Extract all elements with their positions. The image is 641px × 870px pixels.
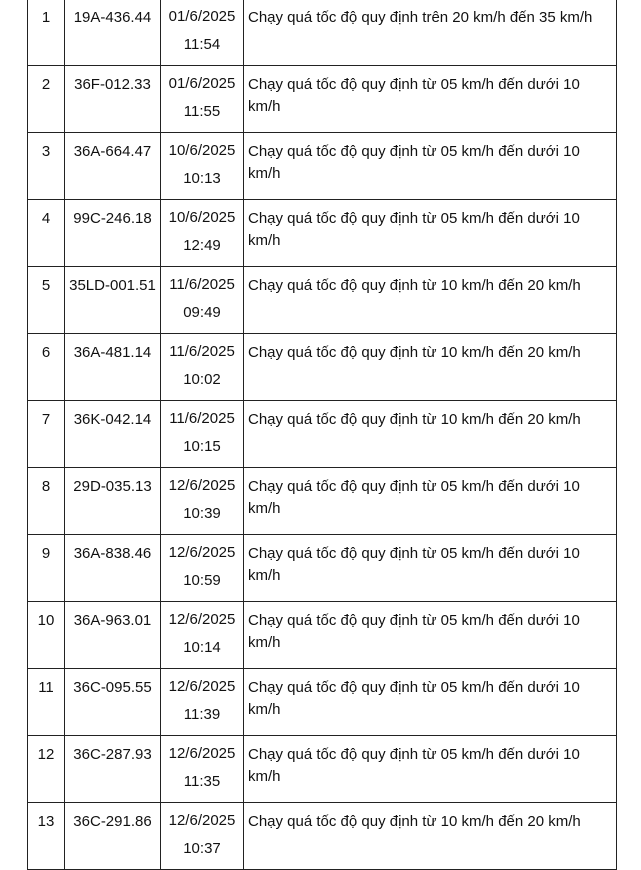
violation-time: 10:14 [183, 639, 221, 656]
row-number-cell [28, 0, 65, 66]
violation-time: 11:54 [183, 36, 221, 53]
license-plate-cell [65, 669, 161, 736]
violation-date: 01/6/2025 [168, 75, 236, 92]
violation-date: 01/6/2025 [168, 8, 236, 25]
row-number: 12 [37, 746, 55, 763]
row-number: 8 [41, 478, 51, 495]
license-plate: 36K-042.14 [73, 411, 152, 428]
row-number: 6 [41, 344, 51, 361]
violation-description: Chạy quá tốc độ quy định từ 10 km/h đến 20 km/h [248, 344, 581, 361]
datetime-cell [161, 669, 244, 736]
row-number-cell [28, 334, 65, 401]
table-row [28, 401, 617, 468]
violation-description: Chạy quá tốc độ quy định từ 05 km/h đến dưới 10 km/h [248, 612, 580, 651]
datetime-cell [161, 66, 244, 133]
violation-cell [244, 133, 617, 200]
violation-date: 11/6/2025 [169, 276, 235, 293]
violation-date: 12/6/2025 [168, 678, 236, 695]
table-row [28, 468, 617, 535]
violation-date: 11/6/2025 [169, 410, 235, 427]
row-number: 4 [41, 210, 51, 227]
violation-date: 10/6/2025 [168, 209, 236, 226]
license-plate-cell [65, 468, 161, 535]
datetime-cell [161, 133, 244, 200]
row-number: 5 [41, 277, 51, 294]
datetime-cell [161, 602, 244, 669]
license-plate-cell [65, 736, 161, 803]
license-plate-cell [65, 334, 161, 401]
license-plate: 35LD-001.51 [69, 277, 156, 294]
row-number-cell [28, 200, 65, 267]
datetime-cell [161, 267, 244, 334]
violation-date: 10/6/2025 [168, 142, 236, 159]
row-number: 13 [37, 813, 55, 830]
datetime-cell [161, 535, 244, 602]
row-number-cell [28, 468, 65, 535]
license-plate-cell [65, 401, 161, 468]
license-plate: 36A-664.47 [73, 143, 152, 160]
row-number: 9 [41, 545, 51, 562]
violation-description: Chạy quá tốc độ quy định từ 05 km/h đến dưới 10 km/h [248, 679, 580, 718]
license-plate: 36A-963.01 [73, 612, 152, 629]
violation-description: Chạy quá tốc độ quy định từ 05 km/h đến dưới 10 km/h [248, 478, 580, 517]
violation-cell [244, 803, 617, 870]
violation-time: 09:49 [183, 304, 221, 321]
row-number-cell [28, 736, 65, 803]
violation-date: 12/6/2025 [168, 745, 236, 762]
violation-description: Chạy quá tốc độ quy định từ 05 km/h đến dưới 10 km/h [248, 746, 580, 785]
table-row [28, 200, 617, 267]
table-row [28, 803, 617, 870]
table-row [28, 535, 617, 602]
row-number: 11 [38, 679, 54, 696]
license-plate-cell [65, 0, 161, 66]
violation-cell [244, 200, 617, 267]
license-plate: 36C-095.55 [73, 679, 152, 696]
row-number-cell [28, 133, 65, 200]
violation-time: 11:35 [183, 773, 221, 790]
datetime-cell [161, 200, 244, 267]
violation-description: Chạy quá tốc độ quy định từ 10 km/h đến 20 km/h [248, 277, 581, 294]
license-plate-cell [65, 803, 161, 870]
violation-time: 12:49 [183, 237, 221, 254]
violation-cell [244, 334, 617, 401]
violation-description: Chạy quá tốc độ quy định từ 10 km/h đến 20 km/h [248, 411, 581, 428]
license-plate-cell [65, 66, 161, 133]
datetime-cell [161, 401, 244, 468]
violation-time: 11:55 [183, 103, 221, 120]
table-row [28, 0, 617, 66]
violation-date: 12/6/2025 [168, 544, 236, 561]
violation-date: 11/6/2025 [169, 343, 235, 360]
violation-date: 12/6/2025 [168, 611, 236, 628]
license-plate-cell [65, 267, 161, 334]
violations-table [27, 0, 617, 870]
row-number-cell [28, 535, 65, 602]
violation-cell [244, 669, 617, 736]
row-number: 10 [37, 612, 55, 629]
violation-time: 10:15 [183, 438, 221, 455]
datetime-cell [161, 803, 244, 870]
violation-cell [244, 267, 617, 334]
table-row [28, 66, 617, 133]
license-plate: 36C-287.93 [73, 746, 152, 763]
violation-date: 12/6/2025 [168, 477, 236, 494]
license-plate: 29D-035.13 [73, 478, 152, 495]
datetime-cell [161, 468, 244, 535]
license-plate-cell [65, 602, 161, 669]
violation-cell [244, 736, 617, 803]
table-row [28, 334, 617, 401]
violation-cell [244, 401, 617, 468]
violation-description: Chạy quá tốc độ quy định trên 20 km/h đến 35 km/h [248, 9, 593, 26]
violation-time: 10:59 [183, 572, 221, 589]
violation-time: 10:39 [183, 505, 221, 522]
violation-cell [244, 66, 617, 133]
license-plate: 36A-838.46 [73, 545, 152, 562]
violation-date: 12/6/2025 [168, 812, 236, 829]
table-row [28, 267, 617, 334]
row-number-cell [28, 602, 65, 669]
violation-cell [244, 535, 617, 602]
violation-description: Chạy quá tốc độ quy định từ 05 km/h đến dưới 10 km/h [248, 143, 580, 182]
table-row [28, 736, 617, 803]
row-number-cell [28, 803, 65, 870]
violation-time: 10:13 [183, 170, 221, 187]
row-number: 2 [41, 76, 51, 93]
license-plate: 36C-291.86 [73, 813, 152, 830]
violation-time: 11:39 [183, 706, 221, 723]
violation-description: Chạy quá tốc độ quy định từ 05 km/h đến dưới 10 km/h [248, 210, 580, 249]
violation-cell [244, 0, 617, 66]
row-number: 7 [41, 411, 51, 428]
row-number: 1 [41, 9, 51, 26]
violation-time: 10:02 [183, 371, 221, 388]
license-plate-cell [65, 535, 161, 602]
license-plate: 99C-246.18 [73, 210, 152, 227]
violation-description: Chạy quá tốc độ quy định từ 05 km/h đến dưới 10 km/h [248, 76, 580, 115]
violation-description: Chạy quá tốc độ quy định từ 10 km/h đến 20 km/h [248, 813, 581, 830]
row-number-cell [28, 66, 65, 133]
violation-description: Chạy quá tốc độ quy định từ 05 km/h đến dưới 10 km/h [248, 545, 580, 584]
datetime-cell [161, 334, 244, 401]
license-plate: 36F-012.33 [74, 76, 151, 93]
license-plate: 36A-481.14 [73, 344, 152, 361]
license-plate-cell [65, 133, 161, 200]
row-number-cell [28, 401, 65, 468]
datetime-cell [161, 736, 244, 803]
license-plate: 19A-436.44 [73, 9, 152, 26]
row-number: 3 [41, 143, 51, 160]
row-number-cell [28, 669, 65, 736]
violation-cell [244, 468, 617, 535]
table-row [28, 602, 617, 669]
license-plate-cell [65, 200, 161, 267]
violation-cell [244, 602, 617, 669]
row-number-cell [28, 267, 65, 334]
datetime-cell [161, 0, 244, 66]
violation-time: 10:37 [183, 840, 221, 857]
table-row [28, 669, 617, 736]
table-row [28, 133, 617, 200]
